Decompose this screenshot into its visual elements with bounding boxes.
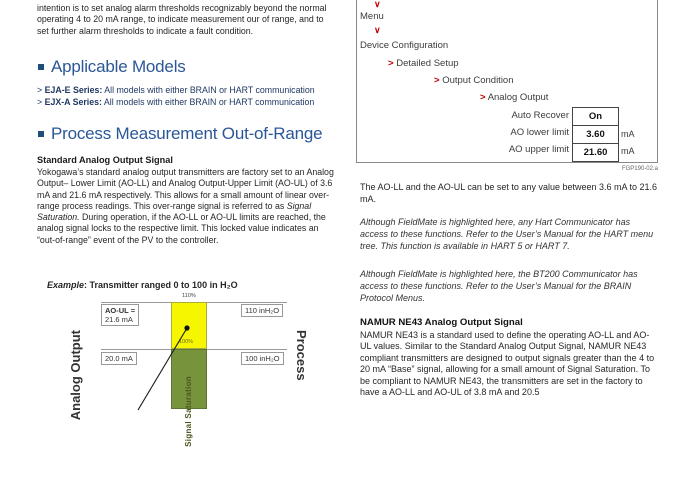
heading-text: Process Measurement Out-of-Range	[51, 124, 323, 143]
param-value-column	[572, 107, 619, 162]
chevron-down-icon: ∨	[374, 25, 381, 35]
heading-text: Applicable Models	[51, 57, 186, 76]
namur-subheading: NAMUR NE43 Analog Output Signal	[360, 317, 523, 328]
menu-item-label: Detailed Setup	[396, 58, 459, 69]
applicable-models-heading	[38, 57, 186, 77]
unit-ma: mA	[621, 129, 635, 139]
param-value-ao-upper: 21.60	[573, 143, 618, 161]
namur-paragraph: NAMUR NE43 is a standard used to define the operating AO-LL and AO-UL values. Similar to the Standard Analog Output Signal, NAMUR NE43 compliant transmitters are designed to output signals greater than the 4 to 20 mA “Base” signal, allowing for a small amount of Signal Saturation. To be compliant to NAMUR NE43, the transmitters are set in the factory to have a AO-LL and AO-UL of 3.8 mA and 20.5	[360, 330, 655, 398]
menu-output-condition	[434, 75, 514, 86]
standard-analog-subheading: Standard Analog Output Signal	[37, 155, 173, 165]
example-label: Example	[47, 280, 85, 290]
param-value-auto-recover: On	[588, 111, 603, 122]
menu-item-label: Analog Output	[487, 92, 549, 103]
inh2o-110-tag: 110 inH₂O	[241, 304, 283, 317]
standard-analog-paragraph	[37, 167, 338, 246]
ma-20-tag: 20.0 mA	[101, 352, 137, 365]
chevron-down-icon: ∨	[374, 0, 381, 9]
ao-ul-line2: 21.6 mA	[105, 315, 133, 324]
param-label-ao-upper: AO upper limit	[508, 144, 569, 155]
process-axis-label: Process	[294, 330, 309, 381]
signal-saturation-band-label: Signal Saturation	[184, 376, 193, 447]
arrow-right-icon: >	[37, 85, 45, 95]
unit-ma: mA	[621, 146, 635, 156]
brain-note: Although FieldMate is highlighted here, the BT200 Communicator has access to these functions. Refer to the User’s Manual for the BRAIN Protocol Menus.	[360, 269, 638, 303]
bullet-icon	[38, 64, 44, 70]
intro-paragraph: intention is to set analog alarm thresholds recognizably beyond the normal operating 4 to 20 mA range, to indicate measurement our of range, and to set further alarm thresholds to indicate a fault condition.	[37, 3, 327, 36]
list-item	[37, 97, 315, 109]
analog-output-axis-label: Analog Output	[68, 330, 83, 421]
ao-range-paragraph: The AO-LL and the AO-UL can be set to any value between 3.6 mA to 21.6 mA.	[360, 182, 658, 204]
signal-saturation-term: Signal Saturation.	[37, 200, 312, 223]
arrow-right-icon: >	[388, 58, 394, 69]
menu-analog-output	[480, 92, 548, 103]
arrow-right-icon: >	[434, 75, 440, 86]
menu-device-configuration: Device Configuration	[360, 40, 449, 51]
series-name: EJA-E Series:	[44, 85, 103, 95]
paragraph-text: Yokogawa’s standard analog output transmitters are factory set to an Analog Output– Lower Limit (AO-LL) and Analog Output-Upper Limit (AO-UL) of 3.6 mA and 21.6 mA respectively. This allows for a small amount of linear over-range process readings. This over-range signal is referred to as	[37, 167, 334, 211]
series-desc: All models with either BRAIN or HART communication	[102, 85, 315, 95]
series-desc: All models with either BRAIN or HART communication	[101, 96, 315, 107]
ao-ul-line1: AO-UL =	[105, 306, 136, 315]
figure-caption: FGP190-02.a	[621, 166, 658, 172]
example-line	[47, 280, 238, 290]
param-label-ao-lower: AO lower limit	[510, 127, 569, 138]
inh2o-100-tag: 100 inH₂O	[241, 352, 284, 365]
param-value-ao-lower: 3.60	[573, 125, 618, 143]
pct-100-label: 100%	[178, 339, 194, 345]
bullet-icon	[38, 131, 44, 137]
example-text: : Transmitter ranged 0 to 100 in H₂O	[84, 280, 238, 290]
paragraph-text: During operation, if the AO-LL or AO-UL limits are reached, the analog signal locks to the respective limit. This locked value indicates an “out-of-range” event of the PV to the controller.	[37, 212, 326, 245]
menu-root-item: Menu	[360, 11, 384, 22]
process-measurement-heading	[38, 124, 322, 144]
arrow-right-icon: >	[37, 96, 45, 107]
fieldmate-menu-figure	[356, 0, 658, 163]
series-name: EJX-A Series:	[44, 96, 102, 107]
pointer-line	[115, 300, 205, 410]
list-item	[37, 85, 315, 97]
arrow-right-icon: >	[480, 92, 486, 103]
param-label-auto-recover: Auto Recover	[511, 110, 569, 121]
applicable-models-list	[37, 85, 315, 108]
menu-item-label: Output Condition	[442, 75, 514, 86]
hart-note: Although FieldMate is highlighted here, any Hart Communicator has access to these functions. Refer to the User’s Manual for the HART menu tree. This function is available in HART 5 or HART 7.	[360, 217, 654, 251]
pct-110-label: 110%	[182, 293, 196, 299]
menu-detailed-setup	[388, 58, 459, 69]
